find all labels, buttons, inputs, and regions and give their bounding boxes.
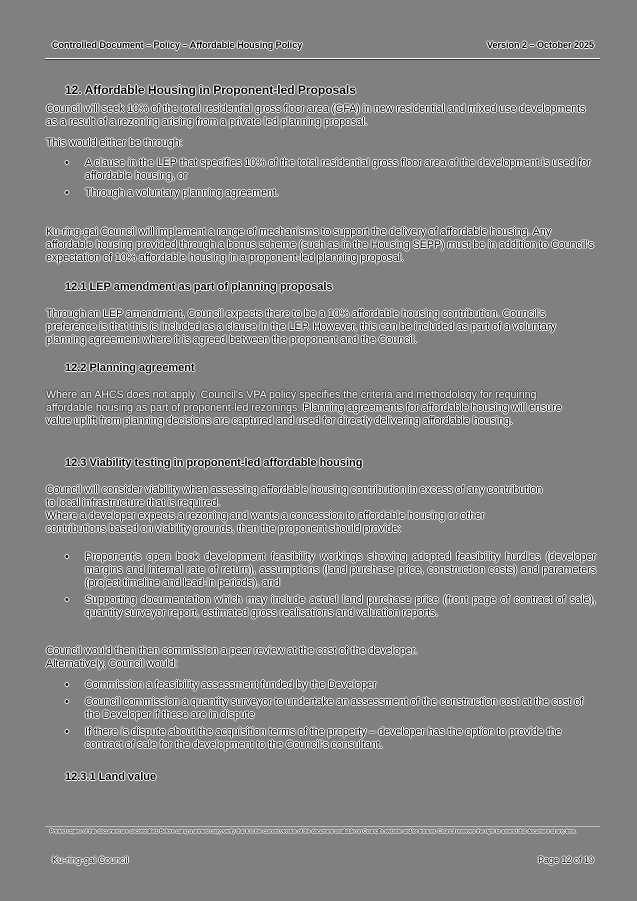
- header-rule: [45, 58, 600, 59]
- list-item-text: If there is dispute about the acquisition terms of the property – developer has the option to provide the contract of sale for the development to the Council's consultant.: [85, 726, 562, 751]
- section-heading-12-3: 12.3 Viability testing in proponent-led affordable housing: [65, 457, 363, 469]
- paragraph: This would either be through:: [46, 137, 183, 149]
- highlighted-text: Where an AHCS does not apply, Council's VPA policy specifies the criteria and methodology for requiring affordable housing as part of proponent-led rezonings.: [46, 389, 537, 414]
- paragraph-text: Planning agreements for affordable housing will ensure value uplift from planning decisions are captured and used for directly delivering affordable housing.: [46, 402, 562, 427]
- footer-rule: [45, 826, 600, 827]
- paragraph: Where a developer expects a rezoning and wants a concession to affordable housing or other contributions based on viability grounds, then the proponent should provide:: [46, 510, 485, 535]
- page-number: Page 12 of 19: [537, 855, 594, 865]
- section-heading-12-2: 12.2 Planning agreement: [65, 362, 195, 374]
- section-heading-12: 12. Affordable Housing in Proponent-led Proposals: [65, 83, 356, 97]
- paragraph: Council will consider viability when assessing affordable housing contribution in excess of any contribution to local infrastructure that is required.: [46, 484, 543, 509]
- paragraph: Council will seek 10% of the total residential gross floor area (GFA) in new residential and mixed use developments as a result of a rezoning arising from a private led planning proposal.: [46, 103, 586, 128]
- list-item-text: A clause in the LEP that specifies 10% of the total residential gross floor area of the development is used for affordable housing, or: [85, 157, 591, 182]
- page-footer: [52, 855, 594, 865]
- paragraph: Ku-ring-gai Council will implement a range of mechanisms to support the delivery of affordable housing. Any affordable housing provided through a bonus scheme (such as in the Housing SEPP) must be in addition to Council's expectation of 10% affordable housing in a proponent-led planning proposal.: [46, 226, 594, 264]
- paragraph: [46, 389, 586, 428]
- bullet-icon: •: [65, 679, 69, 691]
- section-heading-12-3-1: 12.3.1 Land value: [65, 771, 157, 783]
- bullet-icon: •: [65, 551, 69, 563]
- list-item: [46, 551, 596, 590]
- bullet-list: [46, 551, 596, 624]
- list-item-text: Through a voluntary planning agreement.: [85, 187, 279, 199]
- list-item: [46, 726, 596, 752]
- list-item-text: Council commission a quantity surveyor to undertake an assessment of the construction cost at the cost of the Developer if these are in dispute: [85, 696, 584, 721]
- list-item-text: Supporting documentation which may include actual land purchase price (front page of contract of sale), quantity surveyor report, estimated gross realisations and valuation reports.: [85, 594, 596, 619]
- bullet-icon: •: [65, 187, 69, 199]
- list-item: [46, 594, 596, 620]
- bullet-icon: •: [65, 726, 69, 738]
- paragraph: Through an LEP amendment, Council expects there to be a 10% affordable housing contribution. Council's preference is that this is included as a clause in the LEP. However, this can be included as part of a voluntary planning agreement where it is agreed between the proponent and the Council.: [46, 308, 556, 346]
- page-header: [52, 40, 594, 50]
- bullet-list: [46, 679, 596, 756]
- list-item: [46, 187, 596, 200]
- list-item-text: Commission a feasibility assessment funded by the Developer: [85, 679, 377, 691]
- paragraph: Council would then then commission a peer review at the cost of the developer.: [46, 645, 418, 657]
- bullet-list: [46, 157, 596, 204]
- header-version: Version 2 – October 2025: [486, 40, 594, 50]
- list-item: [46, 679, 596, 692]
- bullet-icon: •: [65, 696, 69, 708]
- header-document-title: Controlled Document – Policy – Affordable Housing Policy: [52, 40, 303, 50]
- list-item: [46, 696, 596, 722]
- bullet-icon: •: [65, 157, 69, 169]
- paragraph: Alternatively, Council would:: [46, 658, 178, 670]
- list-item: [46, 157, 596, 183]
- section-heading-12-1: 12.1 LEP amendment as part of planning proposals: [65, 281, 333, 293]
- bullet-icon: •: [65, 594, 69, 606]
- list-item-text: Proponent's open book development feasibility workings showing adopted feasibility hurdles (developer margins and internal rate of return), assumptions (land purchase price, construction costs) and parameters (project timeline and lead-in periods), and: [85, 551, 596, 589]
- footnote-disclaimer: Printed copies of this document are uncontrolled. Before using a printed copy, verify that it is the current version of the document available on Council's website and/or intranet. Council reserves the right to amend this document at any time.: [50, 829, 577, 835]
- footer-organisation: Ku-ring-gai Council: [52, 855, 129, 865]
